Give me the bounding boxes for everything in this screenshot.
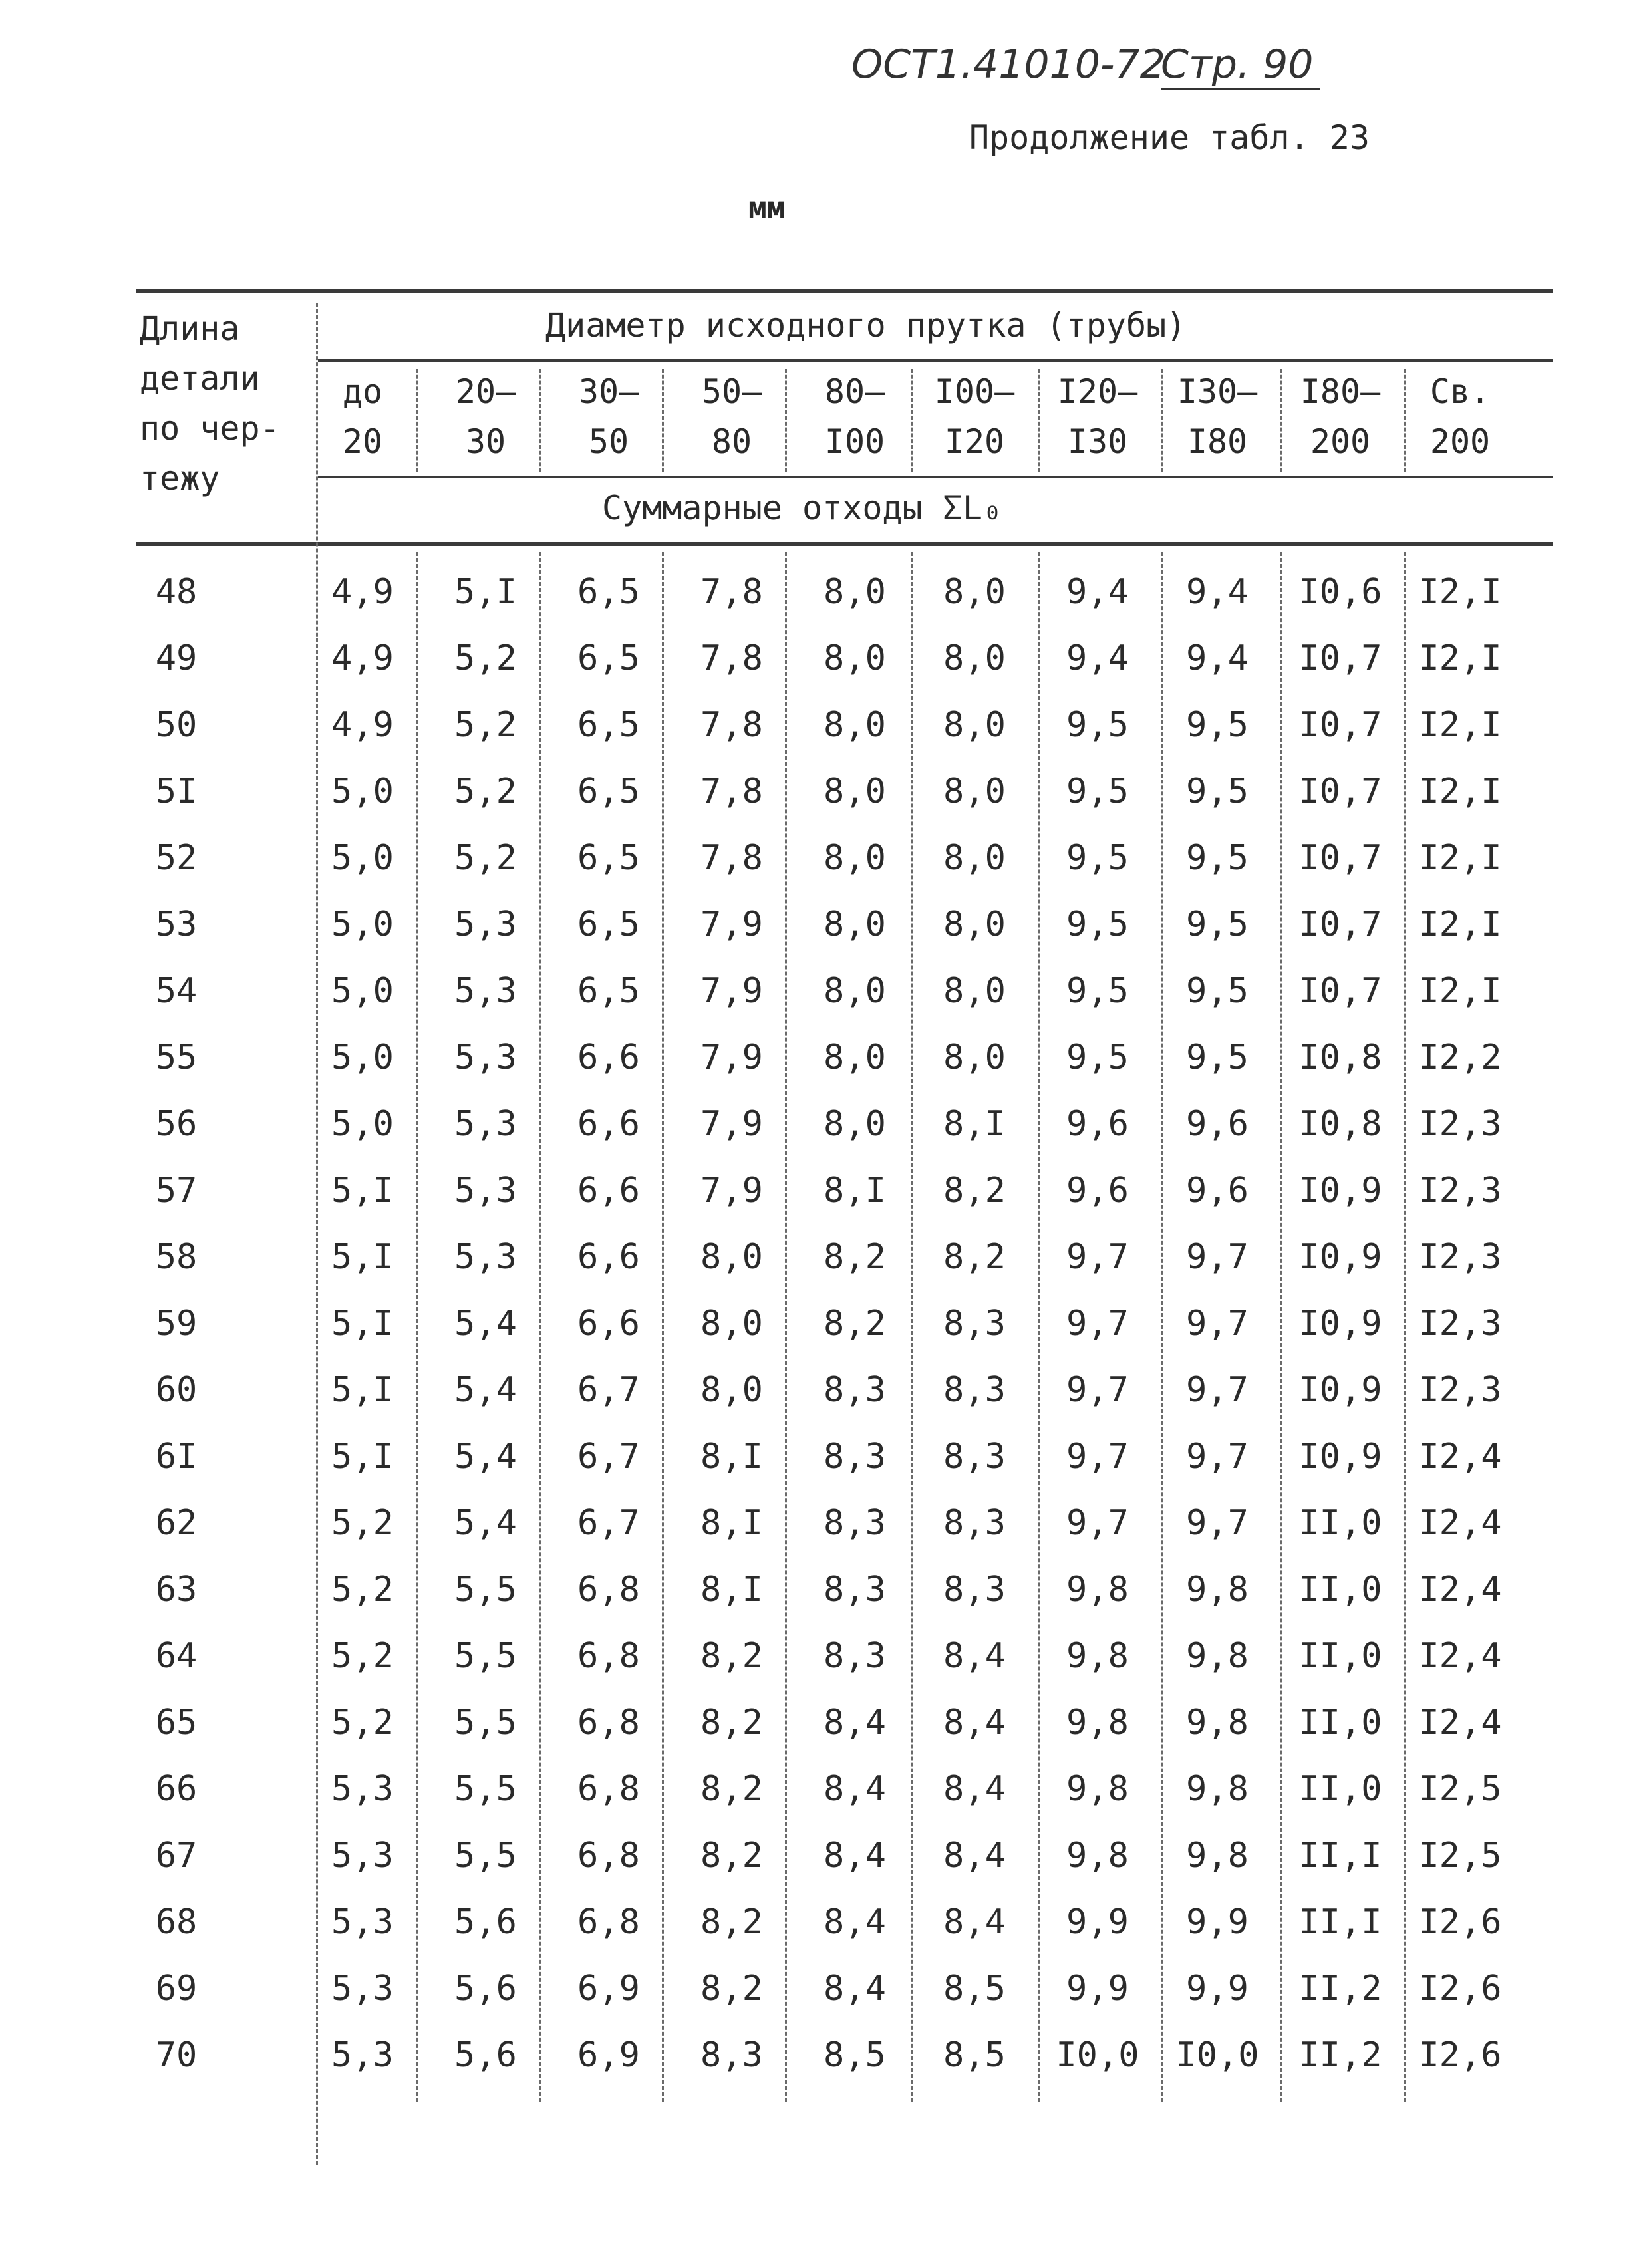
table-cell: 9,5 [1066, 971, 1129, 1011]
table-cell: 8,5 [943, 2035, 1006, 2075]
table-cell: 5,2 [331, 1703, 394, 1743]
table-cell: 8,3 [824, 1437, 886, 1477]
table-cell: I0,9 [1298, 1237, 1382, 1277]
table-cell: 9,9 [1066, 1969, 1129, 2009]
table-cell: 5,2 [331, 1503, 394, 1543]
table-cell: 8,2 [700, 1703, 763, 1743]
table-cell: 8,0 [700, 1370, 763, 1410]
table-cell: I0,7 [1298, 638, 1382, 678]
table-cell: 6,5 [577, 838, 640, 878]
table-cell: 5,I [331, 1304, 394, 1344]
table-cell: 5,5 [454, 1769, 517, 1809]
table-cell: 8,4 [824, 1836, 886, 1876]
table-cell: I2,3 [1418, 1171, 1502, 1210]
table-cell: 8,3 [824, 1570, 886, 1610]
table-cell: 8,2 [943, 1237, 1006, 1277]
row-length-cell: 64 [155, 1636, 198, 1676]
table-cell: 9,8 [1066, 1570, 1129, 1610]
table-cell: I2,I [1418, 572, 1502, 612]
table-cell: 9,6 [1186, 1104, 1249, 1144]
table-cell: I0,7 [1298, 705, 1382, 745]
table-cell: I2,3 [1418, 1104, 1502, 1144]
table-cell: 8,I [700, 1570, 763, 1610]
table-cell: I2,5 [1418, 1769, 1502, 1809]
table-cell: 8,3 [943, 1304, 1006, 1344]
table-cell: 5,0 [331, 772, 394, 811]
header-bottom-rule [136, 542, 1553, 546]
table-cell: 5,3 [454, 1038, 517, 1077]
table-cell: I2,I [1418, 638, 1502, 678]
table-cell: 5,4 [454, 1437, 517, 1477]
table-cell: I2,3 [1418, 1304, 1502, 1344]
table-cell: 9,5 [1066, 705, 1129, 745]
row-length-cell: 55 [155, 1038, 198, 1077]
table-cell: 8,2 [700, 1902, 763, 1942]
table-cell: 9,9 [1186, 1902, 1249, 1942]
table-cell: 9,4 [1186, 638, 1249, 678]
table-cell: 6,6 [577, 1104, 640, 1144]
row-length-cell: 54 [155, 971, 198, 1011]
table-cell: I0,0 [1056, 2035, 1139, 2075]
row-length-cell: 68 [155, 1902, 198, 1942]
table-cell: 5,4 [454, 1503, 517, 1543]
table-cell: 9,5 [1066, 1038, 1129, 1077]
table-cell: I2,4 [1418, 1503, 1502, 1543]
table-cell: 8,0 [943, 705, 1006, 745]
table-cell: 5,6 [454, 2035, 517, 2075]
table-cell: 9,5 [1186, 705, 1249, 745]
table-cell: 9,5 [1066, 772, 1129, 811]
table-cell: 9,7 [1066, 1304, 1129, 1344]
table-cell: 8,4 [824, 1969, 886, 2009]
row-length-cell: 67 [155, 1836, 198, 1876]
table-cell: 8,4 [943, 1769, 1006, 1809]
table-cell: 8,0 [824, 838, 886, 878]
table-continuation-title: Продолжение табл. 23 [969, 118, 1370, 157]
table-cell: 5,0 [331, 1038, 394, 1077]
table-top-rule [136, 289, 1553, 293]
row-length-cell: 70 [155, 2035, 198, 2075]
table-cell: 6,5 [577, 971, 640, 1011]
table-cell: 9,5 [1186, 971, 1249, 1011]
table-cell: 9,5 [1066, 905, 1129, 944]
table-cell: II,2 [1298, 2035, 1382, 2075]
table-cell: 6,7 [577, 1503, 640, 1543]
table-cell: 9,7 [1066, 1237, 1129, 1277]
length-header-line: Длина [140, 309, 240, 348]
standard-number: ОСТ1.41010-72 [851, 41, 1165, 88]
row-length-cell: 62 [155, 1503, 198, 1543]
table-cell: 9,9 [1066, 1902, 1129, 1942]
table-cell: 6,6 [577, 1304, 640, 1344]
total-waste-subheader: Суммарные отходы ΣL₀ [602, 489, 1003, 527]
table-cell: I0,9 [1298, 1437, 1382, 1477]
table-cell: 8,2 [700, 1769, 763, 1809]
table-cell: 9,5 [1186, 905, 1249, 944]
table-cell: 5,3 [331, 1902, 394, 1942]
table-cell: 6,5 [577, 772, 640, 811]
table-cell: 9,7 [1186, 1437, 1249, 1477]
column-header-to: 200 [1310, 422, 1371, 461]
table-cell: 9,5 [1066, 838, 1129, 878]
table-cell: 6,8 [577, 1570, 640, 1610]
table-cell: 5,4 [454, 1304, 517, 1344]
table-cell: 6,5 [577, 705, 640, 745]
column-header-from: 50– [701, 372, 762, 411]
table-cell: 9,8 [1066, 1703, 1129, 1743]
table-cell: 7,8 [700, 772, 763, 811]
table-cell: 5,3 [454, 971, 517, 1011]
table-cell: 8,0 [824, 1038, 886, 1077]
header-group-rule [318, 359, 1553, 362]
table-cell: 8,4 [943, 1636, 1006, 1676]
table-cell: I0,7 [1298, 772, 1382, 811]
table-cell: 9,7 [1066, 1503, 1129, 1543]
table-cell: I2,4 [1418, 1703, 1502, 1743]
table-cell: 5,5 [454, 1703, 517, 1743]
table-cell: 8,2 [824, 1304, 886, 1344]
table-cell: 8,3 [700, 2035, 763, 2075]
table-cell: 5,2 [331, 1570, 394, 1610]
table-cell: 8,0 [700, 1304, 763, 1344]
table-cell: 6,8 [577, 1902, 640, 1942]
table-cell: 8,3 [943, 1570, 1006, 1610]
table-cell: 8,0 [943, 838, 1006, 878]
table-cell: I0,9 [1298, 1171, 1382, 1210]
table-cell: 9,7 [1186, 1304, 1249, 1344]
row-length-cell: 59 [155, 1304, 198, 1344]
table-cell: 8,I [700, 1437, 763, 1477]
table-cell: 9,8 [1066, 1769, 1129, 1809]
row-length-cell: 56 [155, 1104, 198, 1144]
table-cell: I2,4 [1418, 1437, 1502, 1477]
diameter-group-header: Диаметр исходного прутка (трубы) [545, 306, 1187, 345]
table-cell: 8,0 [824, 772, 886, 811]
table-cell: 9,7 [1186, 1370, 1249, 1410]
column-header-to: 50 [588, 422, 629, 461]
table-cell: 8,2 [700, 1636, 763, 1676]
table-cell: 5,0 [331, 971, 394, 1011]
table-cell: 5,5 [454, 1570, 517, 1610]
row-length-cell: 65 [155, 1703, 198, 1743]
table-cell: 5,I [331, 1171, 394, 1210]
table-cell: 9,8 [1066, 1836, 1129, 1876]
table-cell: I0,7 [1298, 971, 1382, 1011]
table-cell: 9,5 [1186, 838, 1249, 878]
table-cell: 6,5 [577, 572, 640, 612]
table-cell: II,0 [1298, 1570, 1382, 1610]
column-header-from: 20– [455, 372, 516, 411]
table-cell: 9,7 [1186, 1237, 1249, 1277]
table-cell: I0,0 [1175, 2035, 1259, 2075]
table-cell: I0,9 [1298, 1304, 1382, 1344]
column-header-from: до [342, 372, 383, 411]
table-cell: 5,5 [454, 1836, 517, 1876]
table-cell: 8,3 [943, 1503, 1006, 1543]
table-cell: 8,4 [824, 1769, 886, 1809]
table-cell: 5,0 [331, 838, 394, 878]
table-cell: 8,0 [824, 1104, 886, 1144]
table-cell: 8,4 [824, 1902, 886, 1942]
column-header-to: 30 [465, 422, 506, 461]
table-cell: 7,8 [700, 838, 763, 878]
table-cell: 5,6 [454, 1969, 517, 2009]
table-cell: 9,7 [1066, 1437, 1129, 1477]
length-header-line: тежу [140, 459, 220, 497]
table-cell: 5,3 [454, 1104, 517, 1144]
table-cell: 9,4 [1186, 572, 1249, 612]
table-cell: 6,6 [577, 1237, 640, 1277]
table-cell: 8,3 [943, 1437, 1006, 1477]
table-cell: 9,6 [1066, 1171, 1129, 1210]
table-cell: 8,0 [943, 772, 1006, 811]
table-cell: 9,4 [1066, 572, 1129, 612]
table-cell: 8,4 [943, 1836, 1006, 1876]
table-cell: 5,I [331, 1237, 394, 1277]
table-cell: 8,4 [824, 1703, 886, 1743]
table-cell: 9,8 [1186, 1836, 1249, 1876]
table-cell: 8,4 [943, 1703, 1006, 1743]
column-header-to: I30 [1067, 422, 1128, 461]
table-cell: I2,4 [1418, 1570, 1502, 1610]
table-cell: 9,8 [1186, 1769, 1249, 1809]
table-cell: 6,6 [577, 1171, 640, 1210]
table-cell: 5,2 [454, 705, 517, 745]
table-cell: I2,I [1418, 705, 1502, 745]
table-cell: 5,6 [454, 1902, 517, 1942]
table-cell: 8,0 [943, 905, 1006, 944]
header-sub-rule [318, 476, 1553, 478]
table-cell: II,I [1298, 1902, 1382, 1942]
table-cell: 8,0 [943, 971, 1006, 1011]
table-cell: 7,9 [700, 905, 763, 944]
table-cell: 7,9 [700, 1104, 763, 1144]
table-cell: 5,3 [331, 1969, 394, 2009]
table-cell: I0,7 [1298, 905, 1382, 944]
table-cell: I0,8 [1298, 1104, 1382, 1144]
page-number: Стр. 90 [1161, 41, 1320, 90]
column-header-from: I00– [934, 372, 1015, 411]
table-cell: 5,3 [454, 1171, 517, 1210]
table-cell: 6,5 [577, 905, 640, 944]
table-cell: 4,9 [331, 572, 394, 612]
table-cell: 5,3 [454, 905, 517, 944]
column-header-to: I80 [1187, 422, 1248, 461]
table-cell: 8,0 [824, 638, 886, 678]
table-cell: 8,3 [824, 1503, 886, 1543]
table-cell: I2,2 [1418, 1038, 1502, 1077]
table-cell: 6,9 [577, 1969, 640, 2009]
table-cell: 6,8 [577, 1703, 640, 1743]
table-cell: 8,4 [943, 1902, 1006, 1942]
column-header-to: 80 [711, 422, 752, 461]
table-cell: 7,9 [700, 971, 763, 1011]
table-cell: 8,0 [824, 572, 886, 612]
length-header-line: по чер- [140, 409, 280, 448]
table-cell: 6,7 [577, 1437, 640, 1477]
table-cell: 5,3 [331, 1769, 394, 1809]
table-cell: 5,3 [331, 1836, 394, 1876]
table-cell: 5,2 [454, 772, 517, 811]
table-cell: 8,0 [824, 705, 886, 745]
table-cell: 8,5 [943, 1969, 1006, 2009]
table-cell: 9,8 [1186, 1703, 1249, 1743]
table-cell: 6,8 [577, 1769, 640, 1809]
table-cell: 5,2 [331, 1636, 394, 1676]
table-cell: 8,2 [824, 1237, 886, 1277]
table-cell: 9,7 [1186, 1503, 1249, 1543]
table-cell: 7,8 [700, 705, 763, 745]
table-cell: I0,7 [1298, 838, 1382, 878]
table-cell: 9,5 [1186, 1038, 1249, 1077]
column-header-to: 200 [1429, 422, 1491, 461]
table-cell: I2,5 [1418, 1836, 1502, 1876]
row-length-cell: 66 [155, 1769, 198, 1809]
table-cell: 9,8 [1186, 1570, 1249, 1610]
table-cell: 8,2 [943, 1171, 1006, 1210]
table-cell: 8,0 [943, 638, 1006, 678]
table-cell: 6,5 [577, 638, 640, 678]
table-cell: I2,6 [1418, 2035, 1502, 2075]
table-cell: I2,6 [1418, 1969, 1502, 2009]
table-cell: 6,9 [577, 2035, 640, 2075]
row-length-cell: 58 [155, 1237, 198, 1277]
row-length-cell: 63 [155, 1570, 198, 1610]
row-length-cell: 49 [155, 638, 198, 678]
table-cell: 8,0 [824, 971, 886, 1011]
row-length-cell: 52 [155, 838, 198, 878]
column-header-from: Св. [1429, 372, 1491, 411]
row-length-cell: 69 [155, 1969, 198, 2009]
length-header-line: детали [140, 359, 260, 398]
table-cell: 8,3 [824, 1636, 886, 1676]
table-cell: 8,3 [943, 1370, 1006, 1410]
table-cell: 7,9 [700, 1171, 763, 1210]
table-cell: 9,9 [1186, 1969, 1249, 2009]
row-length-cell: 48 [155, 572, 198, 612]
table-cell: 8,0 [700, 1237, 763, 1277]
column-header-to: I20 [944, 422, 1005, 461]
table-cell: 9,6 [1066, 1104, 1129, 1144]
table-cell: 8,5 [824, 2035, 886, 2075]
table-cell: 7,9 [700, 1038, 763, 1077]
table-cell: I2,6 [1418, 1902, 1502, 1942]
table-cell: I0,8 [1298, 1038, 1382, 1077]
table-cell: II,2 [1298, 1969, 1382, 2009]
table-cell: 6,8 [577, 1636, 640, 1676]
table-cell: 8,2 [700, 1969, 763, 2009]
table-cell: II,0 [1298, 1503, 1382, 1543]
table-cell: 9,5 [1186, 772, 1249, 811]
column-header-from: 80– [824, 372, 885, 411]
table-cell: 5,I [331, 1370, 394, 1410]
row-length-cell: 5I [155, 772, 198, 811]
table-cell: 7,8 [700, 638, 763, 678]
table-cell: I2,4 [1418, 1636, 1502, 1676]
table-cell: 8,I [943, 1104, 1006, 1144]
table-cell: 4,9 [331, 638, 394, 678]
table-cell: II,I [1298, 1836, 1382, 1876]
table-cell: 7,8 [700, 572, 763, 612]
table-cell: I2,3 [1418, 1370, 1502, 1410]
table-cell: 5,I [454, 572, 517, 612]
table-cell: II,0 [1298, 1769, 1382, 1809]
table-cell: II,0 [1298, 1703, 1382, 1743]
table-cell: 5,3 [331, 2035, 394, 2075]
row-length-cell: 53 [155, 905, 198, 944]
table-cell: II,0 [1298, 1636, 1382, 1676]
row-length-cell: 6I [155, 1437, 198, 1477]
table-cell: I2,I [1418, 838, 1502, 878]
table-cell: 8,0 [943, 1038, 1006, 1077]
table-cell: 8,I [824, 1171, 886, 1210]
column-header-to: I00 [824, 422, 885, 461]
table-cell: 8,0 [824, 905, 886, 944]
table-cell: 9,6 [1186, 1171, 1249, 1210]
table-cell: 8,2 [700, 1836, 763, 1876]
table-cell: 9,7 [1066, 1370, 1129, 1410]
table-cell: 6,7 [577, 1370, 640, 1410]
table-cell: 5,0 [331, 905, 394, 944]
table-cell: I2,3 [1418, 1237, 1502, 1277]
table-cell: 9,8 [1066, 1636, 1129, 1676]
unit-label: мм [748, 190, 786, 225]
table-cell: 5,0 [331, 1104, 394, 1144]
row-length-cell: 50 [155, 705, 198, 745]
row-length-cell: 60 [155, 1370, 198, 1410]
table-cell: 5,4 [454, 1370, 517, 1410]
table-cell: 5,2 [454, 838, 517, 878]
table-cell: I2,I [1418, 971, 1502, 1011]
table-cell: 4,9 [331, 705, 394, 745]
table-cell: 5,3 [454, 1237, 517, 1277]
column-header-to: 20 [342, 422, 383, 461]
table-cell: I2,I [1418, 905, 1502, 944]
table-cell: 5,I [331, 1437, 394, 1477]
table-cell: I0,9 [1298, 1370, 1382, 1410]
column-header-from: I80– [1300, 372, 1381, 411]
table-cell: 6,6 [577, 1038, 640, 1077]
column-header-from: I20– [1057, 372, 1138, 411]
table-cell: 6,8 [577, 1836, 640, 1876]
column-header-from: 30– [578, 372, 639, 411]
table-cell: I0,6 [1298, 572, 1382, 612]
table-cell: 5,2 [454, 638, 517, 678]
table-cell: 8,0 [943, 572, 1006, 612]
table-cell: 8,3 [824, 1370, 886, 1410]
column-header-from: I30– [1177, 372, 1258, 411]
table-cell: 9,8 [1186, 1636, 1249, 1676]
table-cell: 9,4 [1066, 638, 1129, 678]
row-length-cell: 57 [155, 1171, 198, 1210]
table-cell: 5,5 [454, 1636, 517, 1676]
table-cell: I2,I [1418, 772, 1502, 811]
table-cell: 8,I [700, 1503, 763, 1543]
